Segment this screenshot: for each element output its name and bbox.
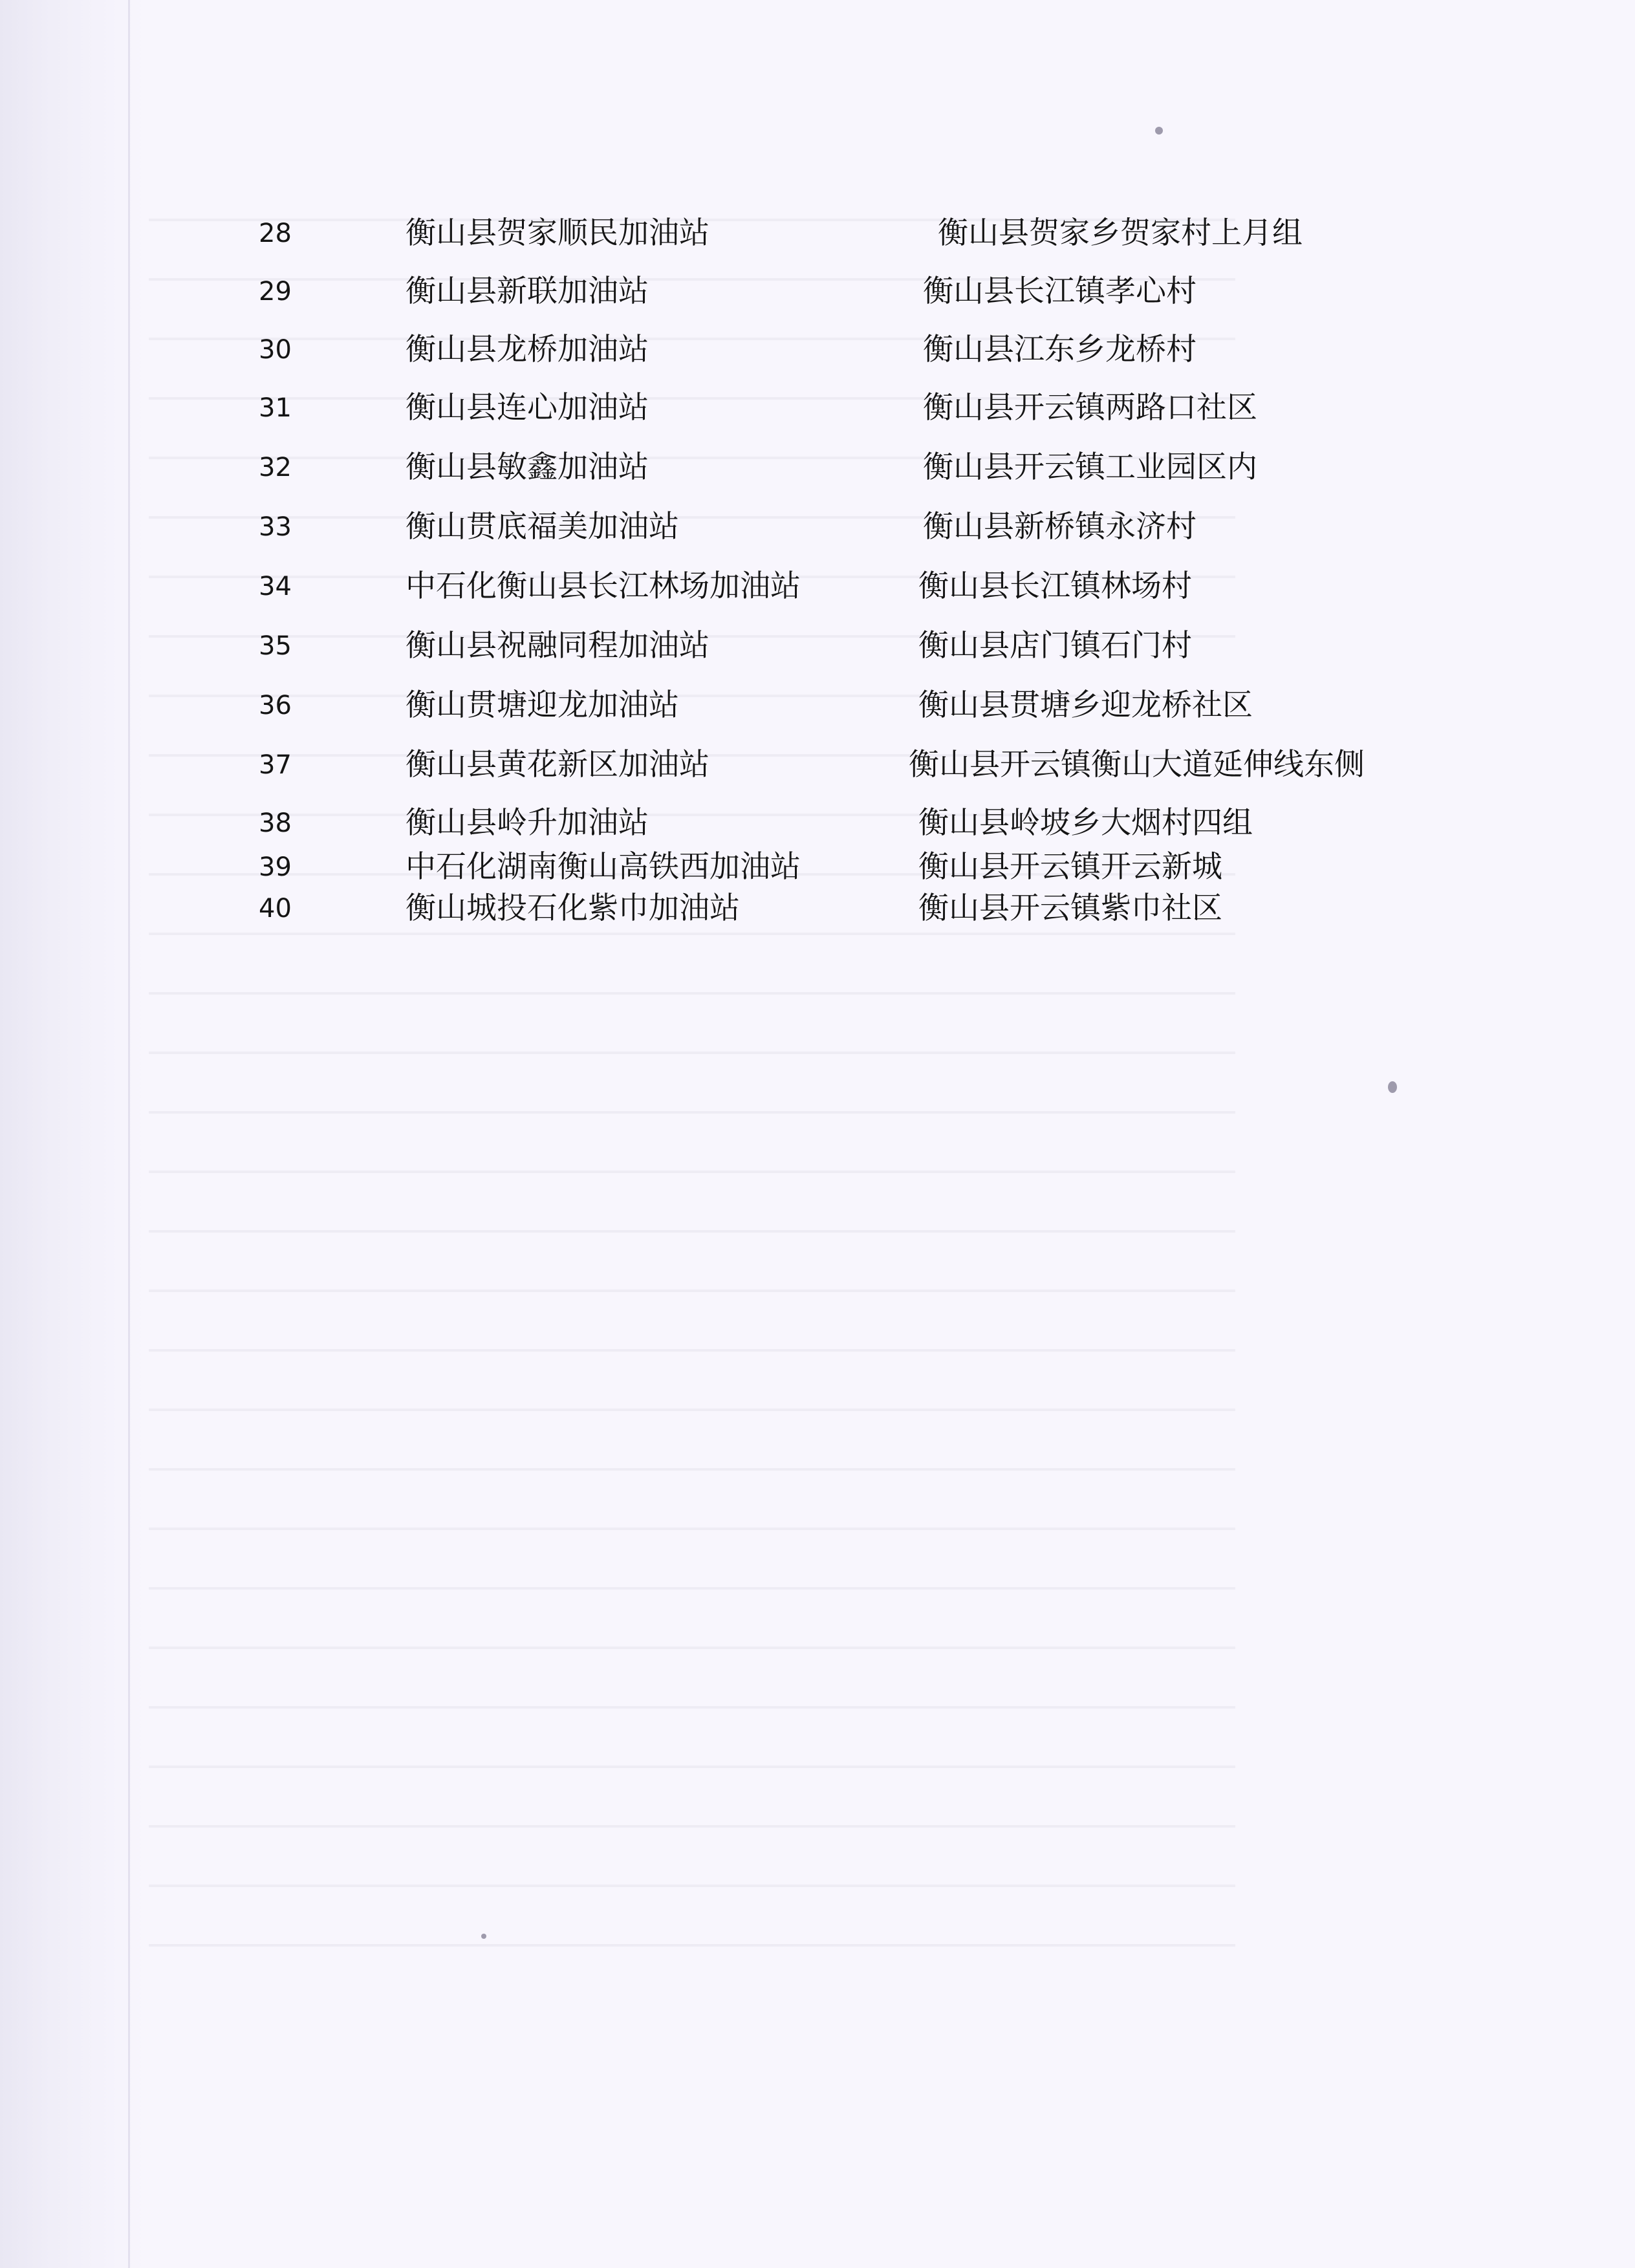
station-address: 衡山县店门镇石门村 bbox=[918, 628, 1192, 664]
row-number: 40 bbox=[259, 894, 292, 923]
table-row bbox=[0, 742, 1635, 788]
table-row bbox=[0, 327, 1635, 373]
station-name: 衡山县新联加油站 bbox=[406, 274, 649, 309]
station-name: 衡山县黄花新区加油站 bbox=[406, 747, 709, 783]
station-name: 中石化衡山县长江林场加油站 bbox=[406, 568, 801, 604]
table-row bbox=[0, 269, 1635, 314]
row-number: 37 bbox=[259, 750, 292, 780]
table-row bbox=[0, 564, 1635, 609]
station-address: 衡山县长江镇林场村 bbox=[918, 568, 1192, 604]
table-row bbox=[0, 801, 1635, 846]
station-name: 衡山县贺家顺民加油站 bbox=[406, 215, 709, 251]
row-number: 39 bbox=[259, 852, 292, 882]
table-row bbox=[0, 504, 1635, 550]
table-row bbox=[0, 683, 1635, 728]
station-address: 衡山县新桥镇永济村 bbox=[923, 509, 1196, 545]
station-address: 衡山县开云镇开云新城 bbox=[918, 849, 1222, 885]
station-address: 衡山县长江镇孝心村 bbox=[923, 274, 1196, 309]
row-number: 34 bbox=[259, 572, 292, 601]
row-number: 32 bbox=[259, 453, 292, 482]
row-number: 33 bbox=[259, 512, 292, 542]
station-address: 衡山县开云镇两路口社区 bbox=[923, 390, 1257, 426]
station-address: 衡山县开云镇紫巾社区 bbox=[918, 891, 1222, 926]
table-row bbox=[0, 623, 1635, 669]
row-number: 29 bbox=[259, 277, 292, 307]
station-name: 衡山贯塘迎龙加油站 bbox=[406, 687, 679, 723]
table-row bbox=[0, 445, 1635, 490]
row-number: 35 bbox=[259, 631, 292, 661]
row-number: 30 bbox=[259, 335, 292, 365]
row-number: 38 bbox=[259, 808, 292, 838]
table-row bbox=[0, 211, 1635, 256]
station-name: 衡山县岭升加油站 bbox=[406, 805, 649, 841]
station-name: 衡山贯底福美加油站 bbox=[406, 509, 679, 545]
station-name: 衡山县连心加油站 bbox=[406, 390, 649, 426]
table-row bbox=[0, 886, 1635, 931]
row-number: 31 bbox=[259, 393, 292, 423]
station-address: 衡山县开云镇工业园区内 bbox=[923, 449, 1257, 485]
station-name: 衡山县敏鑫加油站 bbox=[406, 449, 649, 485]
station-address: 衡山县开云镇衡山大道延伸线东侧 bbox=[909, 747, 1365, 783]
row-number: 36 bbox=[259, 691, 292, 720]
row-number: 28 bbox=[259, 219, 292, 248]
table-row bbox=[0, 385, 1635, 431]
station-address: 衡山县岭坡乡大烟村四组 bbox=[918, 805, 1253, 841]
station-name: 衡山城投石化紫巾加油站 bbox=[406, 891, 740, 926]
station-name: 衡山县祝融同程加油站 bbox=[406, 628, 709, 664]
station-address: 衡山县贺家乡贺家村上月组 bbox=[938, 215, 1303, 251]
station-name: 中石化湖南衡山高铁西加油站 bbox=[406, 849, 801, 885]
station-address: 衡山县江东乡龙桥村 bbox=[923, 332, 1196, 367]
table-row bbox=[0, 845, 1635, 890]
station-name: 衡山县龙桥加油站 bbox=[406, 332, 649, 367]
station-address: 衡山县贯塘乡迎龙桥社区 bbox=[918, 687, 1253, 723]
